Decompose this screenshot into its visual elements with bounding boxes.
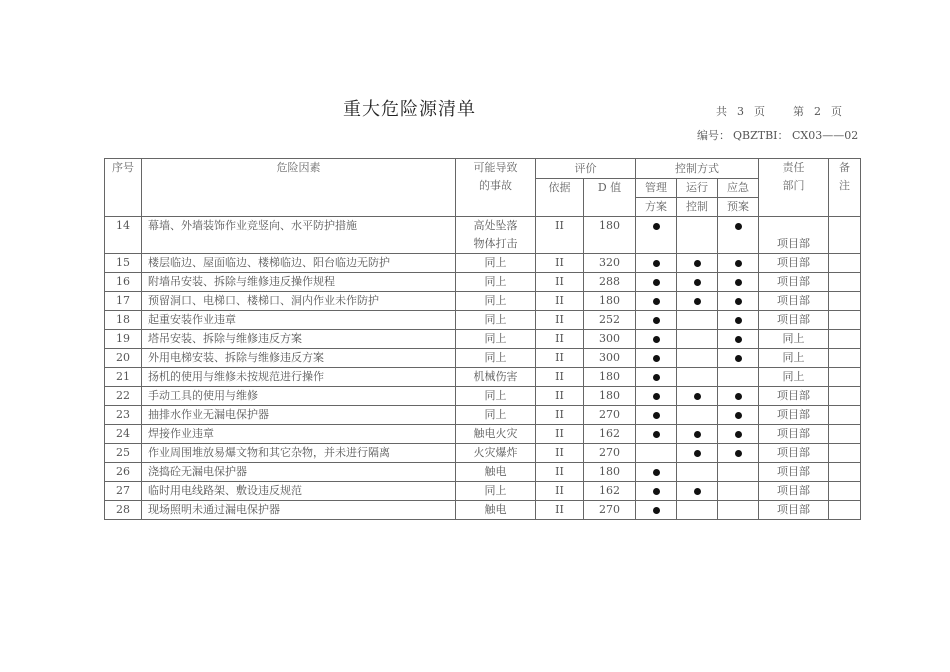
row-remark [829,425,861,444]
row-emerg [718,273,759,292]
filled-dot-icon [653,298,660,305]
row-remark [829,217,861,254]
row-oper [677,292,718,311]
row-mgmt [636,273,677,292]
filled-dot-icon [694,431,701,438]
row-responsible: 项目部 [759,292,829,311]
header-remark-line1: 备 [839,161,850,174]
table-row [105,444,861,463]
row-accident: 同上 [456,311,536,330]
row-remark [829,311,861,330]
row-oper [677,425,718,444]
page-current-suffix: 页 [831,105,842,118]
row-factor: 起重安装作业违章 [142,311,456,330]
row-oper [677,217,718,254]
filled-dot-icon [653,260,660,267]
row-d-value: 162 [584,425,636,444]
row-accident: 同上 [456,406,536,425]
row-remark [829,444,861,463]
row-emerg [718,482,759,501]
row-emerg [718,368,759,387]
row-remark [829,292,861,311]
row-mgmt [636,387,677,406]
row-factor: 外用电梯安装、拆除与维修违反方案 [142,349,456,368]
row-remark [829,387,861,406]
filled-dot-icon [653,412,660,419]
row-d-value: 162 [584,482,636,501]
row-seq: 19 [105,330,142,349]
row-seq: 27 [105,482,142,501]
filled-dot-icon [735,450,742,457]
row-remark [829,501,861,520]
row-oper [677,482,718,501]
row-responsible: 项目部 [759,501,829,520]
row-responsible: 项目部 [759,217,829,254]
row-d-value: 300 [584,349,636,368]
row-responsible: 项目部 [759,444,829,463]
row-mgmt [636,444,677,463]
document-number-value: QBZTBI： CX03——02 [733,129,859,142]
header-remark [829,159,861,217]
row-basis: II [536,254,584,273]
row-seq: 21 [105,368,142,387]
row-mgmt [636,292,677,311]
row-d-value: 180 [584,292,636,311]
filled-dot-icon [653,431,660,438]
table-row [105,254,861,273]
header-responsible [759,159,829,217]
row-oper [677,444,718,463]
row-seq: 28 [105,501,142,520]
row-emerg [718,292,759,311]
filled-dot-icon [735,223,742,230]
filled-dot-icon [653,507,660,514]
page-total [716,103,775,119]
header-emerg-2: 预案 [718,198,759,217]
row-mgmt [636,254,677,273]
row-accident-line2: 物体打击 [473,237,518,250]
row-mgmt [636,425,677,444]
header-accident-line1: 可能导致 [473,161,518,174]
row-responsible: 项目部 [759,254,829,273]
row-factor: 作业周围堆放易爆文物和其它杂物，并未进行隔离 [142,444,456,463]
row-basis: II [536,311,584,330]
row-factor: 抽排水作业无漏电保护器 [142,406,456,425]
row-mgmt [636,330,677,349]
row-seq: 18 [105,311,142,330]
row-basis: II [536,406,584,425]
row-factor: 手动工具的使用与维修 [142,387,456,406]
header-accident-line2: 的事故 [479,179,512,192]
row-accident: 火灾爆炸 [456,444,536,463]
table-row [105,463,861,482]
filled-dot-icon [735,279,742,286]
row-basis: II [536,292,584,311]
hazard-table-body [105,159,861,520]
row-emerg [718,406,759,425]
header-control: 控制方式 [636,159,759,179]
row-oper [677,349,718,368]
row-d-value: 270 [584,444,636,463]
table-row [105,349,861,368]
row-d-value: 180 [584,463,636,482]
row-responsible: 项目部 [759,425,829,444]
row-oper [677,368,718,387]
row-mgmt [636,406,677,425]
row-basis: II [536,463,584,482]
row-factor: 塔吊安装、拆除与维修违反方案 [142,330,456,349]
hazard-table [104,158,861,520]
row-accident: 同上 [456,482,536,501]
row-basis: II [536,273,584,292]
row-d-value: 252 [584,311,636,330]
row-d-value: 180 [584,217,636,254]
row-d-value: 180 [584,387,636,406]
row-responsible: 项目部 [759,273,829,292]
row-seq: 24 [105,425,142,444]
row-mgmt [636,368,677,387]
row-factor: 扬机的使用与维修未按规范进行操作 [142,368,456,387]
row-responsible: 项目部 [759,311,829,330]
filled-dot-icon [653,488,660,495]
document-number [697,127,858,143]
row-responsible: 项目部 [759,463,829,482]
row-basis: II [536,368,584,387]
header-seq: 序号 [105,159,142,217]
row-basis: II [536,349,584,368]
table-row [105,387,861,406]
filled-dot-icon [694,279,701,286]
row-seq: 16 [105,273,142,292]
page-total-value: 3 [737,105,744,118]
row-seq: 15 [105,254,142,273]
document-number-label: 编号： [697,129,730,142]
filled-dot-icon [653,469,660,476]
table-row [105,217,861,254]
row-emerg [718,444,759,463]
row-basis: II [536,387,584,406]
row-responsible: 项目部 [759,482,829,501]
row-factor: 临时用电线路架、敷设违反规范 [142,482,456,501]
row-emerg [718,463,759,482]
row-responsible: 项目部 [759,406,829,425]
row-d-value: 270 [584,501,636,520]
row-mgmt [636,311,677,330]
row-factor: 附墙吊安装、拆除与维修违反操作规程 [142,273,456,292]
header-mgmt-2: 方案 [636,198,677,217]
row-factor: 预留洞口、电梯口、楼梯口、洞内作业未作防护 [142,292,456,311]
row-oper [677,501,718,520]
row-oper [677,406,718,425]
row-mgmt [636,349,677,368]
page-title: 重大危险源清单 [343,99,476,120]
filled-dot-icon [653,393,660,400]
row-emerg [718,254,759,273]
row-accident [456,217,536,254]
header-d-value: D 值 [584,179,636,217]
row-seq: 25 [105,444,142,463]
filled-dot-icon [653,374,660,381]
header-responsible-line2: 部门 [782,179,805,192]
header-mgmt-1: 管理 [636,179,677,198]
filled-dot-icon [694,488,701,495]
row-accident: 触电 [456,501,536,520]
row-responsible: 同上 [759,368,829,387]
row-responsible: 同上 [759,349,829,368]
row-accident: 同上 [456,349,536,368]
row-seq: 23 [105,406,142,425]
row-accident: 同上 [456,254,536,273]
header-responsible-line1: 责任 [782,161,805,174]
row-d-value: 320 [584,254,636,273]
row-remark [829,482,861,501]
row-remark [829,368,861,387]
row-oper [677,387,718,406]
row-basis: II [536,444,584,463]
header-basis: 依据 [536,179,584,217]
row-accident: 同上 [456,330,536,349]
row-remark [829,254,861,273]
table-row [105,425,861,444]
row-factor: 楼层临边、屋面临边、楼梯临边、阳台临边无防护 [142,254,456,273]
row-factor: 浇捣砼无漏电保护器 [142,463,456,482]
row-emerg [718,425,759,444]
filled-dot-icon [735,393,742,400]
header-oper-1: 运行 [677,179,718,198]
filled-dot-icon [735,355,742,362]
row-emerg [718,387,759,406]
page-total-suffix: 页 [754,105,765,118]
row-responsible: 项目部 [759,387,829,406]
row-accident: 机械伤害 [456,368,536,387]
table-row [105,501,861,520]
row-emerg [718,501,759,520]
row-d-value: 270 [584,406,636,425]
filled-dot-icon [653,279,660,286]
header-factor: 危险因素 [142,159,456,217]
row-accident: 同上 [456,292,536,311]
filled-dot-icon [694,260,701,267]
row-emerg [718,349,759,368]
table-row [105,292,861,311]
row-factor: 幕墙、外墙装饰作业竞竖向、水平防护措施 [142,217,456,254]
table-row [105,311,861,330]
row-remark [829,349,861,368]
page-total-prefix: 共 [716,105,727,118]
header-evaluation: 评价 [536,159,636,179]
header-oper-2: 控制 [677,198,718,217]
row-oper [677,311,718,330]
filled-dot-icon [735,412,742,419]
page-current-prefix: 第 [793,105,804,118]
header-emerg-1: 应急 [718,179,759,198]
filled-dot-icon [735,317,742,324]
table-row [105,482,861,501]
filled-dot-icon [735,336,742,343]
row-factor: 现场照明未通过漏电保护器 [142,501,456,520]
filled-dot-icon [653,317,660,324]
row-seq: 17 [105,292,142,311]
filled-dot-icon [735,260,742,267]
filled-dot-icon [653,223,660,230]
filled-dot-icon [735,431,742,438]
header-remark-line2: 注 [839,179,850,192]
filled-dot-icon [653,355,660,362]
row-oper [677,273,718,292]
table-row [105,406,861,425]
row-mgmt [636,463,677,482]
row-emerg [718,311,759,330]
row-emerg [718,330,759,349]
row-seq: 26 [105,463,142,482]
row-oper [677,330,718,349]
header-row-1 [105,159,861,179]
row-seq: 22 [105,387,142,406]
row-responsible: 同上 [759,330,829,349]
row-oper [677,254,718,273]
row-remark [829,330,861,349]
row-remark [829,273,861,292]
row-remark [829,406,861,425]
row-factor: 焊接作业违章 [142,425,456,444]
filled-dot-icon [653,336,660,343]
row-remark [829,463,861,482]
row-mgmt [636,501,677,520]
row-basis: II [536,501,584,520]
table-row [105,330,861,349]
row-d-value: 180 [584,368,636,387]
row-basis: II [536,217,584,254]
header-accident [456,159,536,217]
filled-dot-icon [735,298,742,305]
row-accident: 同上 [456,387,536,406]
row-basis: II [536,482,584,501]
table-row [105,368,861,387]
row-accident-line1: 高处坠落 [473,219,518,232]
filled-dot-icon [694,298,701,305]
row-mgmt [636,217,677,254]
row-emerg [718,217,759,254]
page-current-value: 2 [814,105,821,118]
row-accident: 触电火灾 [456,425,536,444]
row-basis: II [536,330,584,349]
row-basis: II [536,425,584,444]
filled-dot-icon [694,393,701,400]
table-row [105,273,861,292]
row-seq: 14 [105,217,142,254]
row-oper [677,463,718,482]
row-d-value: 300 [584,330,636,349]
row-d-value: 288 [584,273,636,292]
page-current [793,103,852,119]
row-mgmt [636,482,677,501]
row-seq: 20 [105,349,142,368]
filled-dot-icon [694,450,701,457]
row-accident: 同上 [456,273,536,292]
row-accident: 触电 [456,463,536,482]
